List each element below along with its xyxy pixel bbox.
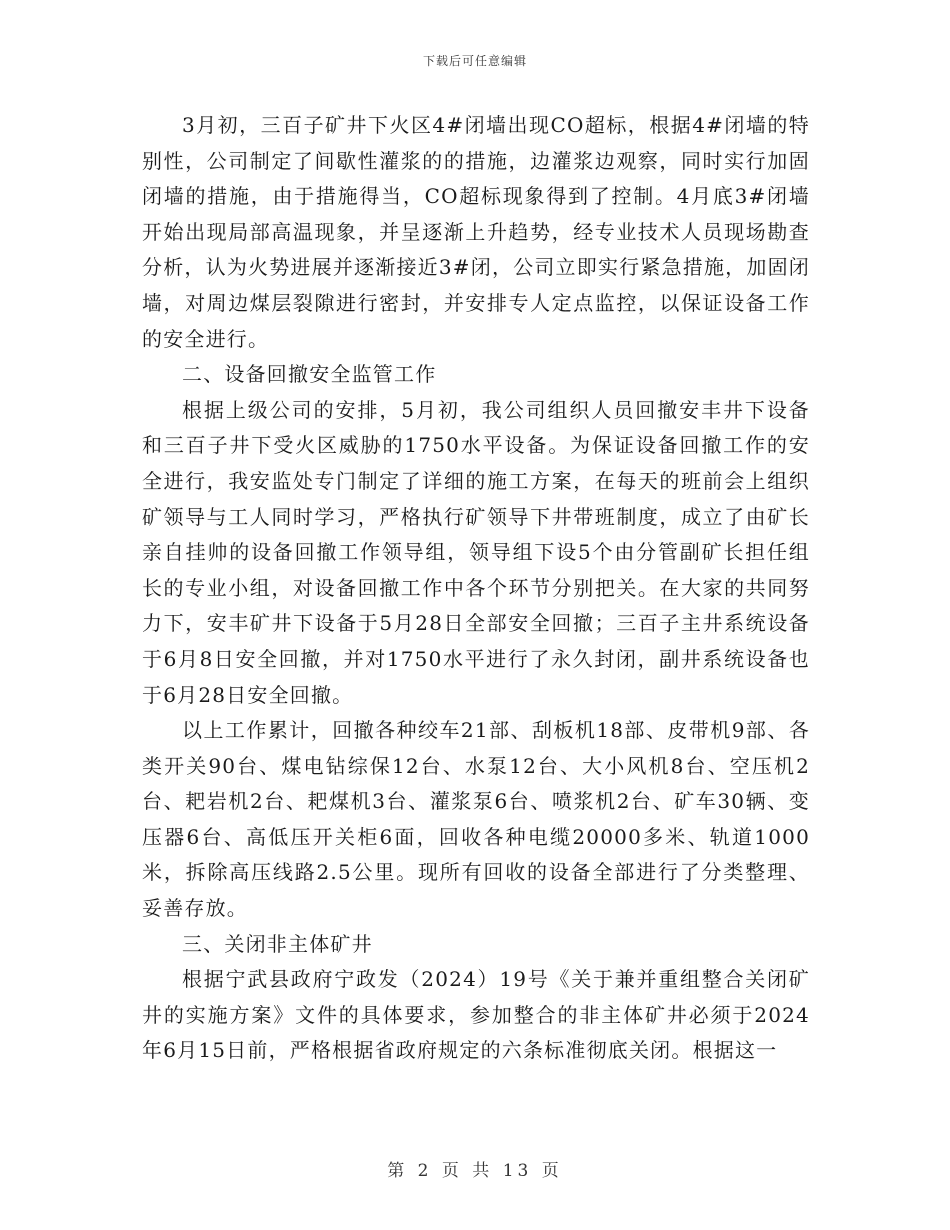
paragraph-mine-closure: 根据宁武县政府宁政发（2024）19号《关于兼并重组整合关闭矿井的实施方案》文件的具体要求，参加整合的非主体矿井必须于2024年6月15日前，严格根据省政府规定的六条标准彻底关闭。根据这一 <box>142 967 810 1063</box>
page-header-note: 下载后可任意编辑 <box>422 54 527 68</box>
paragraph-fire-zone: 3月初，三百子矿井下火区4#闭墙出现CO超标，根据4#闭墙的特别性，公司制定了间歇性灌浆的的措施，边灌浆边观察，同时实行加固闭墙的措施，由于措施得当，CO超标现象得到了控制。4月底3#闭墙开始出现局部高温现象，并呈逐渐上升趋势，经专业技术人员现场勘查分析，认为火势进展并逐渐接近3#闭，公司立即实行紧急措施，加固闭墙，对周边煤层裂隙进行密封，并安排专人定点监控，以保证设备工作的安全进行。 <box>142 113 810 351</box>
section-heading-mine-closure: 三、关闭非主体矿井 <box>182 931 373 956</box>
document-body <box>142 108 810 1069</box>
paragraph-equipment-withdrawal: 根据上级公司的安排，5月初，我公司组织人员回撤安丰井下设备和三百子井下受火区威胁的1750水平设备。为保证设备回撤工作的安全进行，我安监处专门制定了详细的施工方案，在每天的班前会上组织矿领导与工人同时学习，严格执行矿领导下井带班制度，成立了由矿长亲自挂帅的设备回撤工作领导组，领导组下设5个由分管副矿长担任组长的专业小组，对设备回撤工作中各个环节分别把关。在大家的共同努力下，安丰矿井下设备于5月28日全部安全回撤；三百子主井系统设备于6月8日安全回撤，并对1750水平进行了永久封闭，副井系统设备也于6月28日安全回撤。 <box>142 397 810 707</box>
section-heading-equipment-withdrawal: 二、设备回撤安全监管工作 <box>182 362 437 387</box>
paragraph-equipment-totals: 以上工作累计，回撤各种绞车21部、刮板机18部、皮带机9部、各类开关90台、煤电钻综保12台、水泵12台、大小风机8台、空压机2台、耙岩机2台、耙煤机3台、灌浆泵6台、喷浆机2台、矿车30辆、变压器6台、高低压开关柜6面，回收各种电缆20000多米、轨道1000米，拆除高压线路2.5公里。现所有回收的设备全部进行了分类整理、妥善存放。 <box>142 718 810 921</box>
page-number: 第 2 页 共 13 页 <box>387 1161 563 1181</box>
